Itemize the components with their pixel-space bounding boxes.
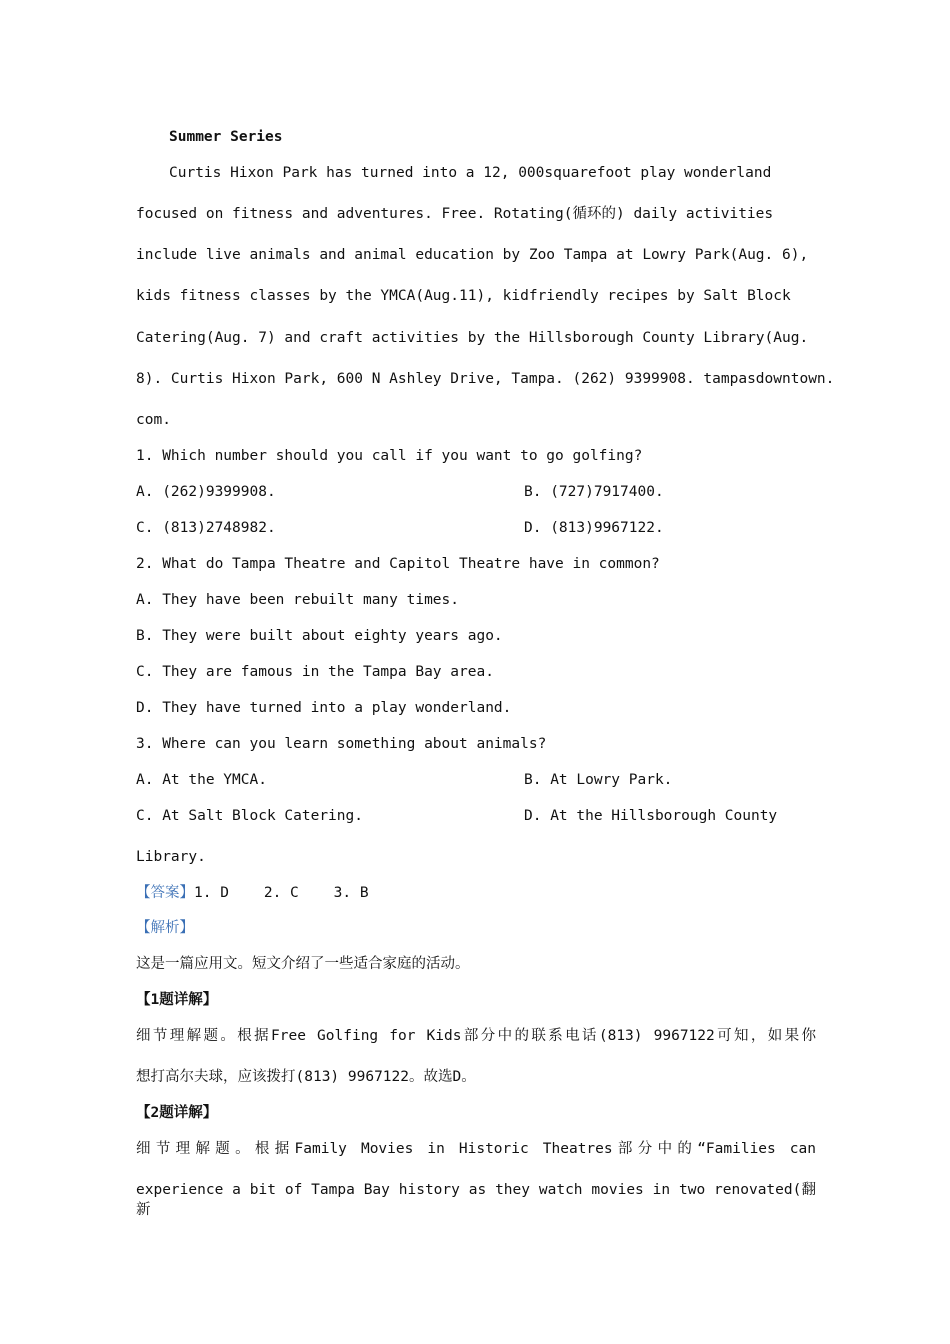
answer-label: 【答案】	[136, 885, 194, 901]
question-3-stem: 3. Where can you learn something about animals?	[136, 736, 547, 752]
question-3-option-d: D. At the Hillsborough County	[524, 808, 778, 824]
question-1-option-c: C. (813)2748982.	[136, 520, 276, 536]
question-3-option-a: A. At the YMCA.	[136, 772, 267, 788]
question-1-stem: 1. Which number should you call if you want to go golfing?	[136, 448, 643, 464]
answer-text: 1. D 2. C 3. B	[194, 885, 369, 901]
question-2-stem: 2. What do Tampa Theatre and Capitol Theatre have in common?	[136, 556, 660, 572]
question-3-option-d-continuation: Library.	[136, 849, 206, 865]
answer-row	[136, 883, 816, 903]
passage-line: Catering(Aug. 7) and craft activities by the Hillsborough County Library(Aug.	[136, 330, 809, 346]
question-3-option-c: C. At Salt Block Catering.	[136, 808, 363, 824]
question-2-option-a: A. They have been rebuilt many times.	[136, 592, 460, 608]
passage-line: Curtis Hixon Park has turned into a 12, 000squarefoot play wonderland	[169, 165, 772, 181]
analysis-intro: 这是一篇应用文。短文介绍了一些适合家庭的活动。	[136, 956, 470, 972]
q2-explanation-line: 细节理解题。根据Family Movies in Historic Theatres部分中的“Families can	[136, 1141, 816, 1157]
q1-explanation-line: 细节理解题。根据Free Golfing for Kids部分中的联系电话(813) 9967122可知，如果你	[136, 1028, 816, 1044]
passage-line: 8). Curtis Hixon Park, 600 N Ashley Drive, Tampa. (262) 9399908. tampasdowntown.	[136, 371, 835, 387]
passage-title: Summer Series	[169, 129, 283, 145]
passage-line: com.	[136, 412, 171, 428]
passage-line: kids fitness classes by the YMCA(Aug.11), kidfriendly recipes by Salt Block	[136, 288, 791, 304]
passage-line: focused on fitness and adventures. Free. Rotating(循环的) daily activities	[136, 206, 774, 222]
question-2-option-c: C. They are famous in the Tampa Bay area.	[136, 664, 494, 680]
q1-explanation-line: 想打高尔夫球，应该拨打(813) 9967122。故选D。	[136, 1069, 476, 1085]
question-1-option-d: D. (813)9967122.	[524, 520, 664, 536]
question-1-option-a: A. (262)9399908.	[136, 484, 276, 500]
question-2-option-d: D. They have turned into a play wonderland.	[136, 700, 512, 716]
q1-heading: 【1题详解】	[136, 992, 218, 1008]
analysis-label: 【解析】	[136, 920, 194, 936]
q2-heading: 【2题详解】	[136, 1105, 218, 1121]
question-3-option-b: B. At Lowry Park.	[524, 772, 673, 788]
question-1-option-b: B. (727)7917400.	[524, 484, 664, 500]
passage-line: include live animals and animal education by Zoo Tampa at Lowry Park(Aug. 6),	[136, 247, 809, 263]
q2-explanation-line: experience a bit of Tampa Bay history as they watch movies in two renovated(翻新	[136, 1182, 816, 1218]
question-2-option-b: B. They were built about eighty years ago.	[136, 628, 503, 644]
